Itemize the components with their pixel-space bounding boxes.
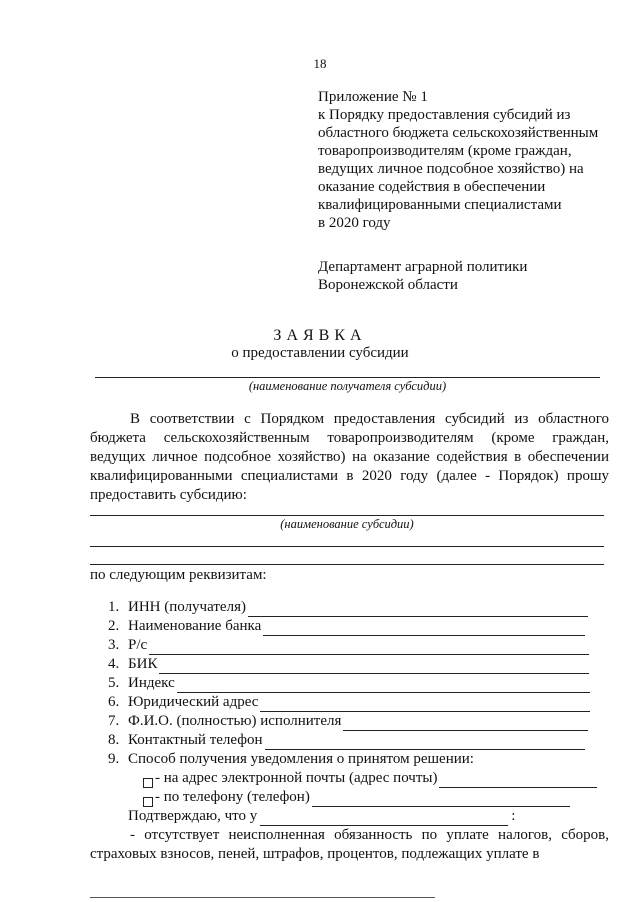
requisite-item-legal-address <box>108 693 608 712</box>
appendix-line: Приложение № 1 <box>318 89 428 105</box>
subsidy-caption: (наименование субсидии) <box>280 517 414 531</box>
item-number: 4. <box>108 656 120 672</box>
item-number: 5. <box>108 675 120 691</box>
appendix-line: квалифицированными специалистами <box>318 197 562 213</box>
recipient-name-field[interactable] <box>95 377 600 378</box>
confirm-suffix: : <box>511 808 516 824</box>
requisite-item-bank <box>108 617 608 636</box>
addressee-line: Воронежской области <box>318 277 458 293</box>
item-label: БИК <box>128 656 158 672</box>
item-label: Ф.И.О. (полностью) исполнителя <box>128 713 342 729</box>
notification-option-email <box>143 769 597 788</box>
addressee <box>318 258 527 294</box>
email-address-field[interactable] <box>439 773 597 788</box>
subsidy-name-line-2[interactable] <box>90 546 604 547</box>
requisite-item-phone <box>108 731 608 750</box>
appendix-header <box>318 88 618 232</box>
requisite-item-index <box>108 674 608 693</box>
confirmation-line <box>128 807 515 826</box>
contact-phone-field[interactable] <box>265 735 585 750</box>
appendix-line: областного бюджета сельскохозяйственным <box>318 125 599 141</box>
item-number: 2. <box>108 618 120 634</box>
legal-address-field[interactable] <box>260 697 590 712</box>
account-field[interactable] <box>149 640 589 655</box>
addressee-line: Департамент аграрной политики <box>318 259 528 275</box>
item-number: 3. <box>108 637 120 653</box>
item-number: 6. <box>108 694 120 710</box>
bank-name-field[interactable] <box>263 621 585 636</box>
item-label: Юридический адрес <box>128 694 259 710</box>
requisite-item-inn <box>108 598 608 617</box>
appendix-line: к Порядку предоставления субсидий из <box>318 107 571 123</box>
item-label: Индекс <box>128 675 175 691</box>
item-label: ИНН (получателя) <box>128 599 246 615</box>
phone-checkbox[interactable] <box>143 797 153 807</box>
item-label: Контактный телефон <box>128 732 263 748</box>
inn-field[interactable] <box>248 602 588 617</box>
document-title: ЗАЯВКА <box>273 327 367 344</box>
page-number: 18 <box>313 56 327 71</box>
appendix-line: оказание содействия в обеспечении <box>318 179 546 195</box>
item-label: Наименование банка <box>128 618 262 634</box>
item-label: Р/с <box>128 637 148 653</box>
bik-field[interactable] <box>159 659 589 674</box>
email-checkbox[interactable] <box>143 778 153 788</box>
executor-name-field[interactable] <box>343 716 588 731</box>
footnote-divider <box>90 897 435 898</box>
organization-name-field[interactable] <box>260 811 508 826</box>
requisite-item-bik <box>108 655 608 674</box>
item-number: 9. <box>108 751 120 767</box>
appendix-line: товаропроизводителям (кроме граждан, <box>318 143 572 159</box>
item-number: 7. <box>108 713 120 729</box>
main-paragraph-text: В соответствии с Порядком предоставления субсидий из областного бюджета сельскохозяйственным товаропроизводителям (кроме граждан, ведущих личное подсобное хозяйство) на оказание содействия в обеспечении квалифицированными специалистами в 2020 году (далее - Порядок) прошу предоставить субсидию: <box>90 411 609 503</box>
appendix-line: в 2020 году <box>318 215 391 231</box>
item-number: 1. <box>108 599 120 615</box>
subsidy-name-line-3[interactable] <box>90 564 604 565</box>
confirm-prefix: Подтверждаю, что у <box>128 808 258 824</box>
requisite-item-executor <box>108 712 608 731</box>
main-paragraph <box>90 410 609 505</box>
option-label: - по телефону (телефон) <box>155 789 310 805</box>
bottom-paragraph <box>90 826 609 864</box>
requisite-item-account <box>108 636 608 655</box>
bottom-paragraph-text: - отсутствует неисполненная обязанность по уплате налогов, сборов, страховых взносов, пеней, штрафов, процентов, подлежащих уплате в <box>90 827 609 862</box>
option-label: - на адрес электронной почты (адрес почты) <box>155 770 438 786</box>
recipient-caption: (наименование получателя субсидии) <box>248 379 447 393</box>
subsidy-name-field[interactable] <box>90 515 604 516</box>
phone-number-field[interactable] <box>312 792 570 807</box>
item-number: 8. <box>108 732 120 748</box>
requisite-item-notification <box>108 750 608 769</box>
appendix-line: ведущих личное подсобное хозяйство) на <box>318 161 584 177</box>
notification-option-phone <box>143 788 570 807</box>
document-subtitle: о предоставлении субсидии <box>231 345 409 361</box>
item-label: Способ получения уведомления о принятом решении: <box>128 751 474 767</box>
requisites-label: по следующим реквизитам: <box>90 567 267 583</box>
index-field[interactable] <box>177 678 590 693</box>
